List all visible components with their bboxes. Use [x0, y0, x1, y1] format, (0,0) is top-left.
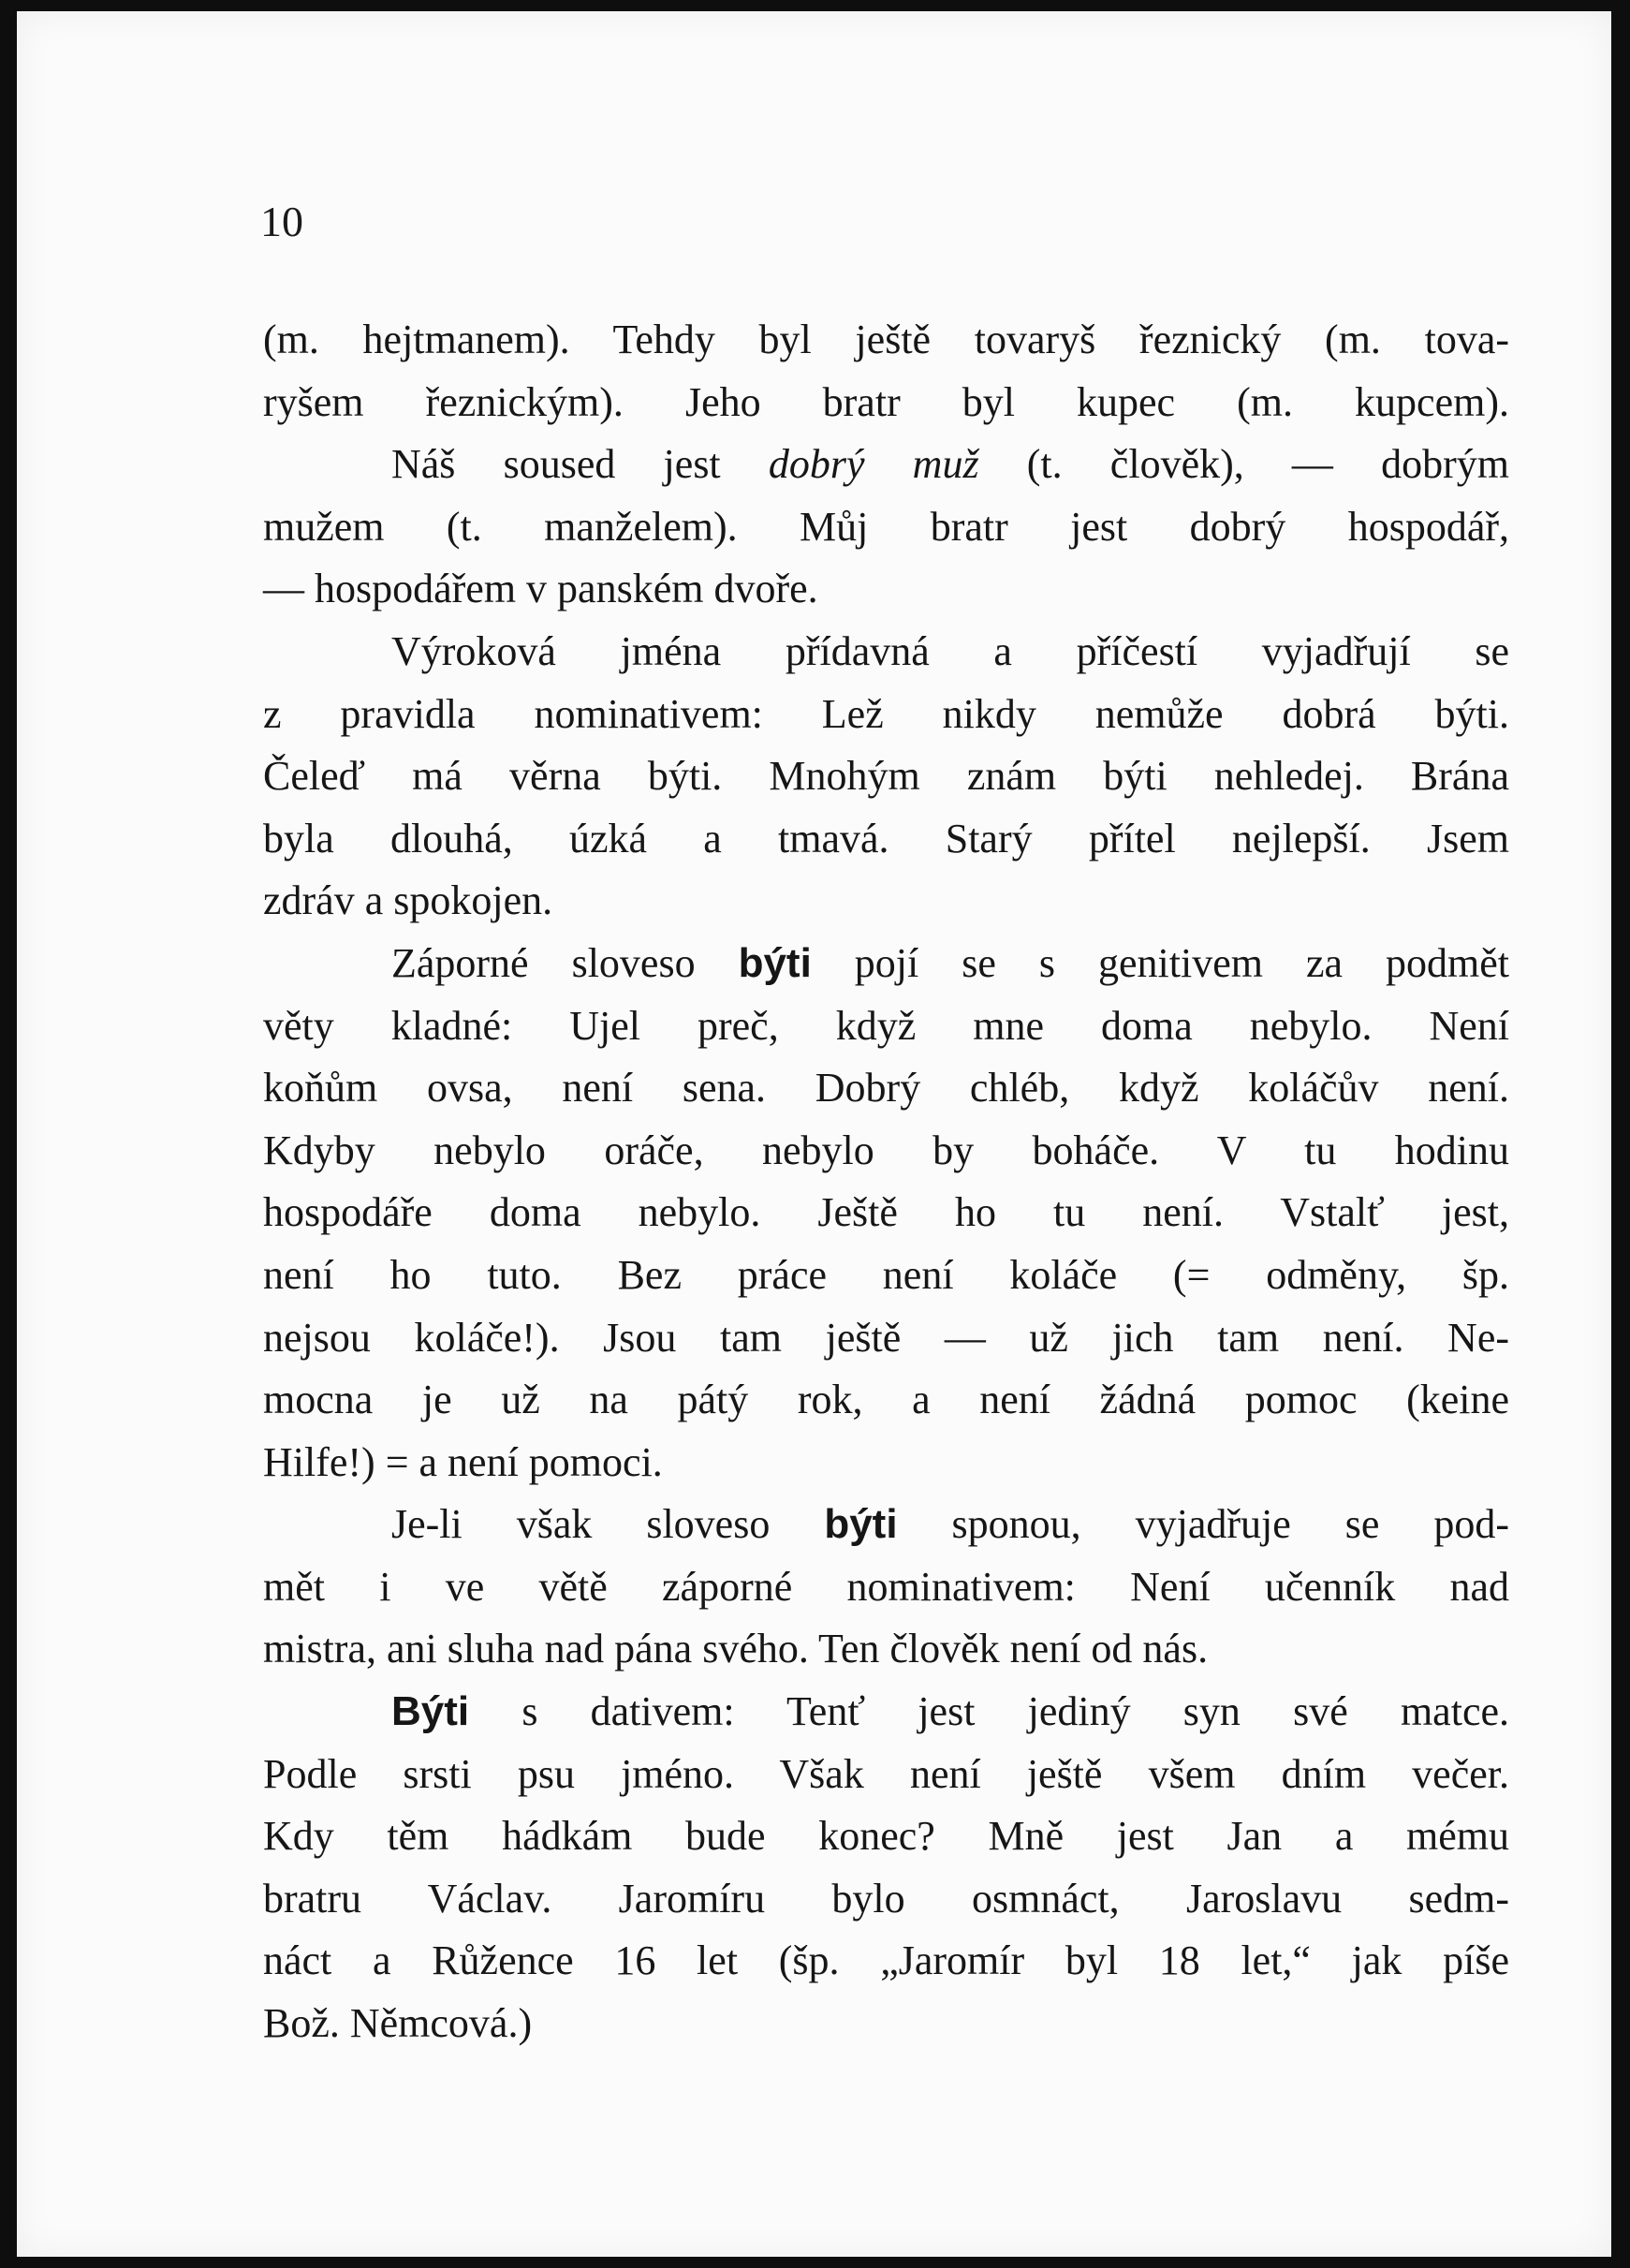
- text-line: Kdy těm hádkám bude konec? Mně jest Jan a mému: [263, 1813, 1509, 1860]
- text-line: náct a Růžence 16 let (šp. „Jaromír byl 18 let,“ jak píše: [263, 1937, 1509, 1984]
- text-segment: Náš soused jest: [391, 441, 769, 488]
- text-line: koňům ovsa, není sena. Dobrý chléb, když koláčův není.: [263, 1065, 1509, 1112]
- text-line: mět i ve větě záporné nominativem: Není učenník nad: [263, 1563, 1509, 1610]
- text-line: Kdyby nebylo oráče, nebylo by boháče. V tu hodinu: [263, 1127, 1509, 1173]
- paragraph-3: [263, 621, 1509, 933]
- text-line: [263, 933, 1509, 995]
- text-segment: Záporné sloveso: [391, 939, 739, 986]
- text-line: [263, 1681, 1509, 1744]
- text-line: [263, 434, 1509, 496]
- text-line: — hospodářem v panském dvoře.: [263, 566, 818, 612]
- text-line: mistra, ani sluha nad pána svého. Ten člověk není od nás.: [263, 1626, 1209, 1672]
- text-line: (m. hejtmanem). Tehdy byl ještě tovaryš řeznický (m. tova-: [263, 317, 1509, 362]
- text-line: zdráv a spokojen.: [263, 877, 553, 924]
- text-line: mocna je už na pátý rok, a není žádná pomoc (keine: [263, 1377, 1509, 1423]
- text-segment: pojí se s genitivem za podmět: [811, 939, 1509, 986]
- text-line: z pravidla nominativem: Lež nikdy nemůže dobrá býti.: [263, 690, 1509, 737]
- text-line: bratru Václav. Jaromíru bylo osmnáct, Jaroslavu sedm-: [263, 1875, 1509, 1922]
- bold-term: býti: [824, 1501, 898, 1548]
- text-line: Podle srsti psu jméno. Však není ještě všem dním večer.: [263, 1750, 1509, 1797]
- paragraph-4: [263, 933, 1509, 1494]
- text-line: věty kladné: Ujel preč, když mne doma nebylo. Není: [263, 1002, 1509, 1049]
- text-line: Výroková jména přídavná a příčestí vyjadřují se: [391, 627, 1509, 674]
- text-line: nejsou koláče!). Jsou tam ještě — už jich tam není. Ne-: [263, 1314, 1509, 1361]
- page-number: 10: [260, 198, 303, 245]
- text-line: není ho tuto. Bez práce není koláče (= odměny, šp.: [263, 1251, 1509, 1298]
- body-text: [263, 309, 1509, 2055]
- text-segment: sponou, vyjadřuje se pod-: [897, 1501, 1510, 1548]
- text-line: [263, 1494, 1509, 1556]
- book-page: [17, 11, 1611, 2257]
- paragraph-2: [263, 434, 1509, 621]
- paragraph-6: [263, 1681, 1509, 2055]
- text-line: Hilfe!) = a není pomoci.: [263, 1438, 663, 1485]
- text-segment: s dativem: Tenť jest jediný syn své matce.: [469, 1688, 1509, 1735]
- bold-term: Býti: [391, 1688, 470, 1735]
- text-segment: Je-li však sloveso: [391, 1501, 825, 1548]
- text-segment: (t. člověk), — dobrým: [978, 441, 1509, 488]
- text-line: byla dlouhá, úzká a tmavá. Starý přítel nejlepší. Jsem: [263, 815, 1509, 862]
- text-line: ryšem řeznickým). Jeho bratr byl kupec (m. kupcem).: [263, 378, 1509, 425]
- text-line: mužem (t. manželem). Můj bratr jest dobrý hospodář,: [263, 503, 1509, 550]
- text-line: Čeleď má věrna býti. Mnohým znám býti nehledej. Brána: [263, 753, 1509, 800]
- paragraph-5: [263, 1494, 1509, 1681]
- bold-term: býti: [738, 939, 812, 986]
- italic-phrase: dobrý muž: [768, 441, 979, 488]
- paragraph-1: [263, 309, 1509, 434]
- text-line: Bož. Němcová.): [263, 2000, 533, 2047]
- text-line: hospodáře doma nebylo. Ještě ho tu není. Vstalť jest,: [263, 1189, 1509, 1236]
